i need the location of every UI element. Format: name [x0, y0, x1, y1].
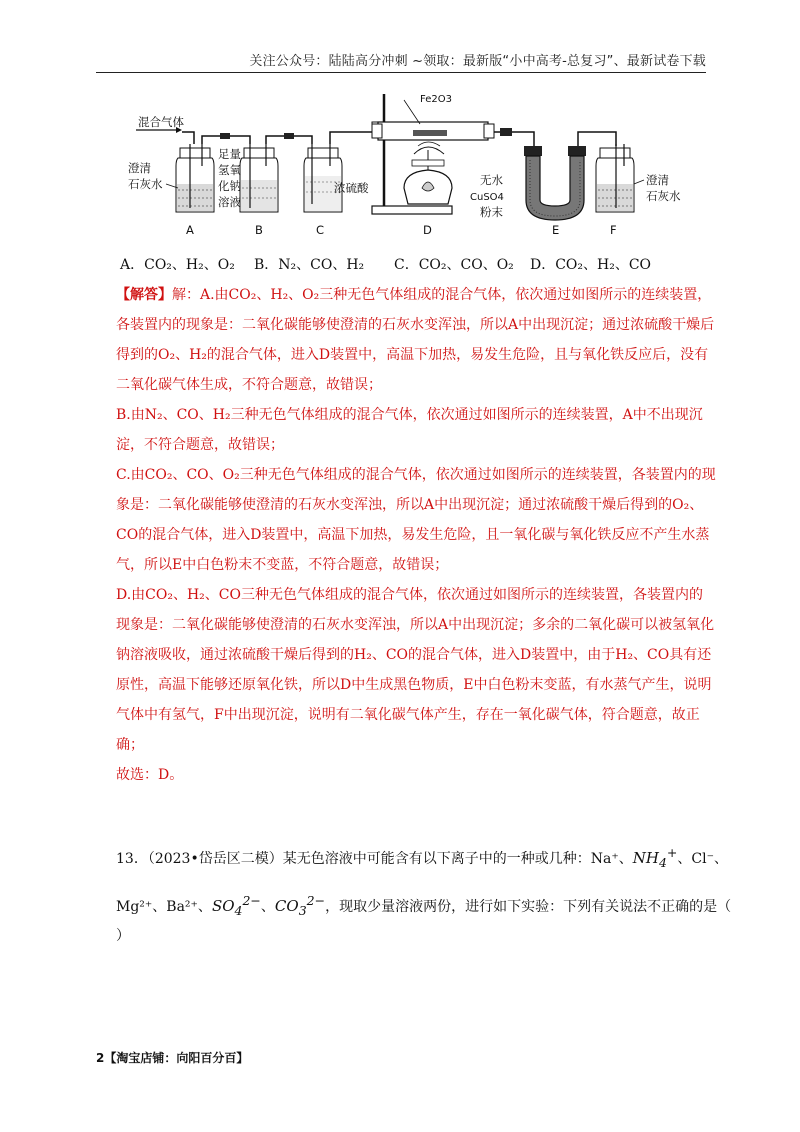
tube-e-f	[578, 132, 616, 146]
bottle-b	[240, 144, 278, 212]
question-13-line-3	[116, 925, 130, 945]
inlet-label: 混合气体	[138, 115, 184, 129]
connector-b-c	[284, 133, 294, 139]
question-stem-2: 、Cl⁻、	[677, 851, 728, 867]
label-d: D	[423, 223, 432, 237]
bottle-b-label-4: 溶液	[218, 195, 241, 209]
ion-nh4: $NH_4^+$	[632, 845, 678, 870]
bottle-f-label-1: 澄清	[646, 173, 669, 187]
connector-d-e	[500, 128, 512, 136]
bottle-a-label-1: 澄清	[128, 161, 151, 175]
solution-intro	[116, 280, 716, 400]
question-number: 13．	[116, 851, 148, 867]
u-tube-e	[524, 146, 586, 220]
label-e: E	[552, 223, 560, 237]
bottle-b-label-3: 化钠	[218, 179, 241, 193]
question-stem-4: ，现取少量溶液两份，进行如下实验：下列有关说法不正确的是（	[325, 899, 732, 915]
bottle-f-label-2: 石灰水	[646, 189, 681, 203]
option-a: A．CO₂、H₂、O₂	[120, 257, 235, 273]
ion-co3: $CO_3^{2-}$	[274, 893, 326, 918]
bottle-b-label-1: 足量	[218, 147, 241, 161]
e-label-2: CuSO4	[470, 192, 504, 203]
inlet-tube	[182, 132, 194, 144]
answer-options	[120, 254, 720, 274]
option-c: C．CO₂、CO、O₂	[394, 257, 514, 273]
question-stem-5: ）	[116, 928, 130, 944]
bottle-b-label-2: 氢氧	[218, 163, 241, 177]
question-stem-1: 某无色溶液中可能含有以下离子中的一种或几种：Na⁺、	[282, 851, 633, 867]
tube-c-d	[330, 132, 378, 144]
e-label-1: 无水	[480, 173, 503, 187]
question-13-line-2	[116, 893, 731, 918]
label-c: C	[316, 223, 325, 237]
solution-conclusion: 故选：D。	[116, 767, 184, 783]
option-b: B．N₂、CO、H₂	[254, 257, 365, 273]
label-f: F	[610, 223, 617, 237]
solution-d-text: D.由CO₂、H₂、CO三种无色气体组成的混合气体，依次通过如图所示的连续装置，各装置内的现象是：二氧化碳能够使澄清的石灰水变浑浊，所以A中出现沉淀；多余的二氧化碳可以被氢氧化钠溶液吸收，通过浓硫酸干燥后得到的H₂、CO的混合气体，进入D装置中，由于H₂、CO具有还原性，高温下能够还原氧化铁，所以D中生成黑色物质，E中白色粉末变蓝，有水蒸气产生，说明气体中有氢气，F中出现沉淀，说明有二氧化碳气体产生，存在一氧化碳气体，符合题意，故正确；	[116, 587, 715, 753]
experiment-apparatus-diagram	[128, 88, 698, 240]
option-d: D．CO₂、H₂、CO	[530, 257, 652, 273]
bottle-a	[176, 144, 214, 212]
question-13-line-1	[116, 845, 728, 870]
solution-a-text: 解：A.由CO₂、H₂、O₂三种无色气体组成的混合气体，依次通过如图所示的连续装置，各装置内的现象是：二氧化碳能够使澄清的石灰水变浑浊，所以A中出现沉淀；通过浓硫酸干燥后得到的O₂、H₂的混合气体，进入D装置中，高温下加热，易发生危险，且与氧化铁反应后，没有二氧化碳气体生成，不符合题意，故错误；	[116, 287, 715, 393]
header-text: 关注公众号：陆陆高分冲刺 ~领取：最新版“小中高考-总复习”、最新试卷下载	[249, 54, 706, 69]
bottle-f	[596, 144, 634, 212]
bottle-f-pointer	[634, 180, 644, 184]
solution-tag: 【解答】	[116, 287, 172, 303]
label-b: B	[255, 223, 263, 237]
d-label: Fe2O3	[420, 94, 452, 105]
solution-block	[116, 280, 716, 790]
connector-a-b	[220, 133, 230, 139]
solution-c-text: C.由CO₂、CO、O₂三种无色气体组成的混合气体，依次通过如图所示的连续装置，各装置内的现象是：二氧化碳能够使澄清的石灰水变浑浊，所以A中出现沉淀；通过浓硫酸干燥后得到的O₂、CO的混合气体，进入D装置中，高温下加热，易发生危险，且一氧化碳与氧化铁反应不产生水蒸气，所以E中白色粉末不变蓝，不符合题意，故错误；	[116, 467, 716, 573]
bottle-c-label: 浓硫酸	[334, 181, 369, 195]
solution-b-text: B.由N₂、CO、H₂三种无色气体组成的混合气体，依次通过如图所示的连续装置，A中不出现沉淀，不符合题意，故错误；	[116, 407, 703, 453]
ion-separator: 、	[260, 899, 275, 915]
bottle-a-label-2: 石灰水	[128, 177, 163, 191]
question-source: （2023•岱岳区二模）	[147, 851, 283, 867]
e-label-3: 粉末	[480, 205, 503, 219]
label-a: A	[186, 223, 194, 237]
bottle-c	[304, 144, 342, 212]
question-stem-3: Mg²⁺、Ba²⁺、	[116, 899, 212, 915]
ion-so4: $SO_4^{2-}$	[211, 893, 261, 918]
page-header	[96, 50, 706, 73]
page-footer: 2【淘宝店铺：向阳百分百】	[96, 1051, 249, 1065]
d-pointer	[404, 100, 420, 124]
